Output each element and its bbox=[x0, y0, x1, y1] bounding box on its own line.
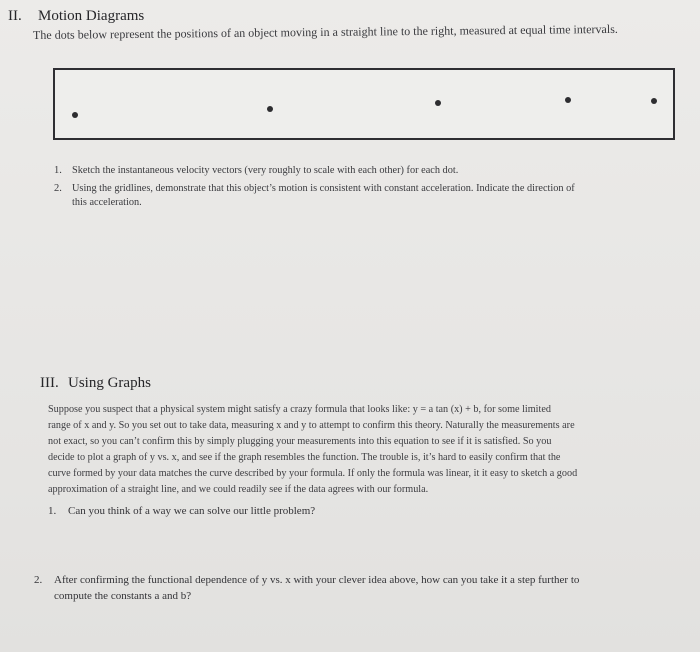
motion-diagram-box bbox=[53, 68, 675, 140]
position-dot-3 bbox=[435, 100, 441, 106]
section-3-question-1-text: Can you think of a way we can solve our little problem? bbox=[68, 505, 316, 517]
section-3-paragraph-line-1: Suppose you suspect that a physical system might satisfy a crazy formula that looks like: y = a tan (x) + b, for some limited bbox=[48, 404, 551, 415]
section-3-question-2-line-2: compute the constants a and b? bbox=[54, 590, 192, 602]
position-dot-1 bbox=[72, 112, 78, 118]
section-2-title: Motion Diagrams bbox=[38, 8, 145, 24]
position-dot-4 bbox=[565, 97, 571, 103]
section-2-number: II. bbox=[8, 8, 22, 24]
section-3-paragraph-line-3: not exact, so you can’t confirm this by simply plugging your measurements into this equation to see if it is satisfied. So you bbox=[48, 436, 552, 447]
section-2-intro: The dots below represent the positions of an object moving in a straight line to the right, measured at equal time intervals. bbox=[32, 21, 618, 42]
section-3-paragraph-line-6: approximation of a straight line, and we could readily see if the data agrees with our formula. bbox=[48, 484, 429, 495]
section-2-item-2-number: 2. bbox=[54, 183, 62, 194]
section-3-number: III. bbox=[40, 375, 59, 391]
section-3-paragraph-line-2: range of x and y. So you set out to take data, measuring x and y to attempt to confirm this theory. Naturally the measurements are bbox=[48, 420, 575, 431]
section-2-item-2-line-2: this acceleration. bbox=[72, 197, 142, 208]
section-3-title: Using Graphs bbox=[68, 375, 151, 391]
section-2-item-1-number: 1. bbox=[54, 165, 62, 176]
section-3-paragraph-line-4: decide to plot a graph of y vs. x, and see if the graph resembles the function. The trouble is, it’s hard to easily confirm that the bbox=[48, 452, 561, 463]
section-2-item-1-text: Sketch the instantaneous velocity vectors (very roughly to scale with each other) for each dot. bbox=[72, 165, 459, 176]
position-dot-5 bbox=[651, 98, 657, 104]
position-dot-2 bbox=[267, 106, 273, 112]
section-3-paragraph-line-5: curve formed by your data matches the curve described by your formula. If only the formula was linear, it it easy to sketch a good bbox=[48, 468, 578, 479]
section-3-question-2-line-1: After confirming the functional dependence of y vs. x with your clever idea above, how can you take it a step further to bbox=[54, 574, 580, 586]
section-2-item-2-line-1: Using the gridlines, demonstrate that this object’s motion is consistent with constant acceleration. Indicate the direction of bbox=[72, 183, 575, 194]
section-3-question-2-number: 2. bbox=[34, 574, 43, 586]
section-3-question-1-number: 1. bbox=[48, 505, 57, 517]
